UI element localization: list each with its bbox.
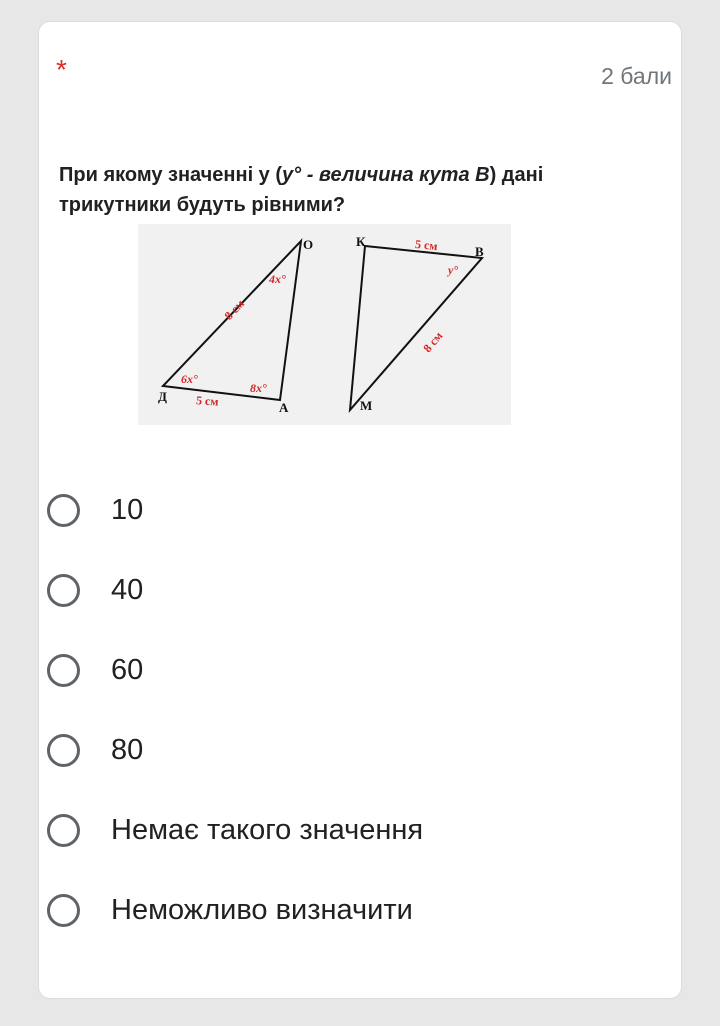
- question-text-after: ) дані трикутники будуть рівними?: [59, 164, 544, 216]
- option-60[interactable]: [47, 630, 627, 710]
- option-10[interactable]: [47, 470, 627, 550]
- option-label: Немає такого значення: [111, 813, 424, 846]
- option-label: 80: [111, 733, 144, 766]
- question-text: [59, 160, 619, 220]
- vertex-m-label: М: [360, 398, 373, 413]
- radio-button[interactable]: [47, 734, 80, 767]
- option-cannot-determine[interactable]: [47, 870, 627, 950]
- left-angle-o-label: 4x°: [269, 272, 286, 286]
- radio-button[interactable]: [47, 574, 80, 607]
- vertex-a-label: А: [279, 400, 289, 415]
- answer-options: [47, 470, 627, 950]
- option-40[interactable]: [47, 550, 627, 630]
- required-mark: *: [56, 54, 67, 85]
- left-hyp-label: 8 см: [221, 296, 248, 323]
- left-angle-a-label: 8x°: [250, 381, 267, 395]
- option-80[interactable]: [47, 710, 627, 790]
- question-figure: [138, 224, 511, 425]
- right-hyp-label: 8 см: [420, 328, 446, 356]
- question-text-before: При якому значенні у (: [59, 164, 283, 186]
- radio-button[interactable]: [47, 654, 80, 687]
- right-angle-b-label: y°: [448, 263, 459, 277]
- option-label: 40: [111, 573, 144, 606]
- vertex-d-label: Д: [158, 389, 167, 404]
- left-angle-d-label: 6x°: [181, 372, 198, 386]
- vertex-b-label: В: [475, 244, 484, 259]
- vertex-k-label: К: [356, 234, 366, 249]
- option-label: 60: [111, 653, 144, 686]
- vertex-o-label: О: [303, 237, 314, 252]
- right-triangle-shape: [350, 246, 482, 410]
- option-label: 10: [111, 493, 144, 526]
- question-text-italic: у° - величина кута В: [282, 164, 490, 186]
- radio-button[interactable]: [47, 494, 80, 527]
- left-base-label: 5 см: [195, 393, 220, 409]
- radio-button[interactable]: [47, 894, 80, 927]
- radio-button[interactable]: [47, 814, 80, 847]
- right-top-label: 5 см: [414, 236, 439, 254]
- option-label: Неможливо визначити: [111, 893, 413, 926]
- points-label: 2 бали: [601, 63, 672, 89]
- option-no-such-value[interactable]: [47, 790, 627, 870]
